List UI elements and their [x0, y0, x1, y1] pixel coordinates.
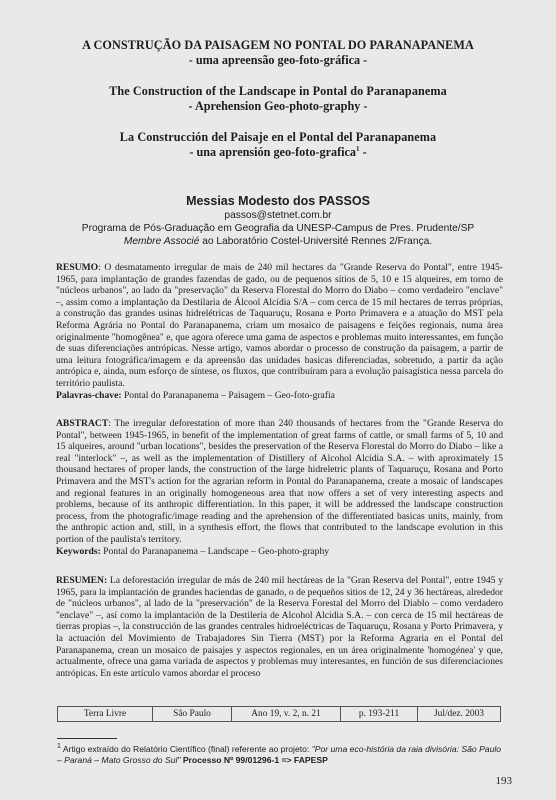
membership-text: ao Laboratório Costel-Université Rennes 2/França. [199, 236, 433, 247]
subtitle-spanish [50, 145, 506, 160]
footnote-rule [57, 738, 117, 739]
title-portuguese: A CONSTRUÇÃO DA PAISAGEM NO PONTAL DO PARANAPANEMA [82, 38, 474, 52]
keywords [56, 546, 503, 558]
author-block [50, 194, 506, 248]
membership-label: Membre Associé [123, 236, 200, 247]
footnote-process: Processo Nº 99/01296-1 => FAPESP [180, 755, 328, 765]
keywords-text: Pontal do Paranapanema – Landscape – Geo-photo-graphy [100, 545, 330, 557]
subtitle-spanish-text: - una aprensión geo-foto-grafica [189, 145, 357, 159]
citation-volume: Ano 19, v. 2, n. 21 [232, 707, 341, 721]
footnote-text: Artigo extraído do Relatório Científico (final) referente ao projeto: [60, 744, 312, 754]
resumen-paragraph [56, 575, 503, 679]
resumo-paragraph [56, 262, 503, 390]
citation-pages: p. 193-211 [341, 707, 418, 721]
title-block [50, 38, 506, 160]
palavras-chave [56, 390, 503, 402]
resumo-label: RESUMO [56, 262, 99, 273]
resumen-label: RESUMEN: [56, 575, 108, 586]
footnote-marker: 1 [356, 144, 360, 153]
palavras-chave-label: Palavras-chave: [56, 389, 122, 401]
keywords-label: Keywords: [56, 545, 101, 557]
abstract-paragraph [56, 418, 503, 546]
citation-journal: Terra Livre [58, 707, 153, 721]
title-spanish: La Construcción del Paisaje en el Pontal del Paranapanema [119, 130, 437, 144]
author-name: Messias Modesto dos PASSOS [186, 194, 370, 208]
title-english: The Construction of the Landscape in Pontal do Paranapanema [109, 84, 447, 98]
citation-city: São Paulo [153, 707, 232, 721]
author-affiliation: Programa de Pós-Graduação em Geografia da UNESP-Campus de Pres. Prudente/SP [81, 223, 475, 234]
subtitle-portuguese: - uma apreensão geo-foto-gráfica - [188, 53, 368, 67]
footnote-number: 1 [57, 743, 61, 751]
resumo-section [56, 262, 503, 401]
citation-table [57, 706, 501, 722]
palavras-chave-text: Pontal do Paranapanema – Paisagem – Geo-foto-grafia [121, 389, 335, 401]
resumo-text: : O desmatamento irregular de mais de 240 mil hectares da "Grande Reserva do Pontal", entre 1945-1965, para implantação de grandes fazendas de gado, ou de pequenos sítios de 5, 10 e 15 alqueires, em torno de "núcleos urbanos", ao lado da "preservação" da Reserva Florestal do Morro do Diabo – como verdadeiro "enclave" –, assim como a implantação da Destilaria de Álcool Alcídia S/A – com cerca de 15 mil hectares de terras próprias, a construção das grandes usinas hidrelétricas de Taquaruçu, Rosana e Porto Primavera e a atuação do MST pela Reforma Agrária no Pontal do Paranapanema, criam um mosaico de paisagens e feições regionais, numa área originalmente "homogênea" e, que agora oferece uma gama de aspectos e problemas muito interessantes, em função de suas diferenciações antrópicas. Nesse artigo, vamos abordar o processo de construção da paisagem, a partir de uma leitura fotográfica/imagem e da apreensão das unidades basicas diferenciadas, sobretudo, a partir da ação antrópica e, ainda, num esforço de síntese, os fluxos, que contribuíram para a evolução paisagística nessa parcela do território paulista. [56, 262, 503, 389]
subtitle-english: - Aprehension Geo-photo-graphy - [188, 99, 368, 113]
author-email: passos@stetnet.com.br [224, 210, 332, 221]
abstract-section [56, 418, 503, 557]
author-membership [50, 235, 506, 248]
resumen-text: La deforestación irregular de más de 240 mil hectáreas de la "Gran Reserva del Pontal", entre 1945 y 1965, para la implantación de grandes haciendas de ganado, o de pequeños sitios de 12, 24 y 36 hectáreas, alrededor de "núcleos urbanos", al lado de la "preservación" de la Reserva Forestal del Morro del Diablo – como verdadero "enclave" –, así como la implantación de la Destilería de Alcohol Alcidia S.A. – con cerca de 15 mil hectáreas de tierras propias –, la construcción de las grandes centrales hidroeléctricas de Taquaruçu, Rosana y Porto Primavera, y la actuación del Movimiento de Trabajadores Sin Tierra (MST) por la Reforma Agraria en el Pontal del Paranapanema, crean un mosaico de paisajes y aspectos regionales, en un área originalmente 'homogénea' y que, actualmente, ofrece una gama variada de aspectos y problemas muy interesantes, en función de sus diferenciaciones antrópicas. En este artículo vamos abordar el proceso [56, 575, 503, 679]
abstract-text: : The irregular deforestation of more than 240 thousands of hectares from the "Grande Reserva do Pontal", between 1945-1965, in benefit of the implementation of great farms of cattle, or small farms of 5, 10 and 15 alqueires, around "urban locations", besides the preservation of the Reserva Florestal do Morro do Diabo – like a real "interlock" –, as well as the implementation of Distillery of Alcohol Alcídia S.A. – with aproximately 15 thousand hectares of proper lands, the construction of the large hidreletric plants of Taquaruçu, Rosana and Porto Primavera and the MST's action for the agrarian reform in Pontal do Paranapanema, create a mosaic of landscapes and regional features in an originally homogeneous area that now offers a set of very interesting aspects and problems, because of its anthropic differentiation. In this paper, it will be addressed the landscape construction process, from the photografic/image reading and the aprehension of the differentiated basicas units, mainly, from the anthropic action and, still, in a synthesis effort, the flows that contributed to the landscape evolution in this portion of the paulista's territory. [56, 418, 503, 545]
footnote-project-title: "Por uma eco-história da raia divisória: São Paulo – Paraná – Mato Grosso do Sul" [57, 744, 502, 765]
citation-date: Jul/dez. 2003 [434, 709, 484, 719]
page-number: 193 [495, 775, 512, 787]
footnote [57, 744, 507, 766]
abstract-label: ABSTRACT [56, 418, 109, 429]
subtitle-spanish-end: - [359, 145, 367, 159]
resumen-section [56, 575, 503, 679]
